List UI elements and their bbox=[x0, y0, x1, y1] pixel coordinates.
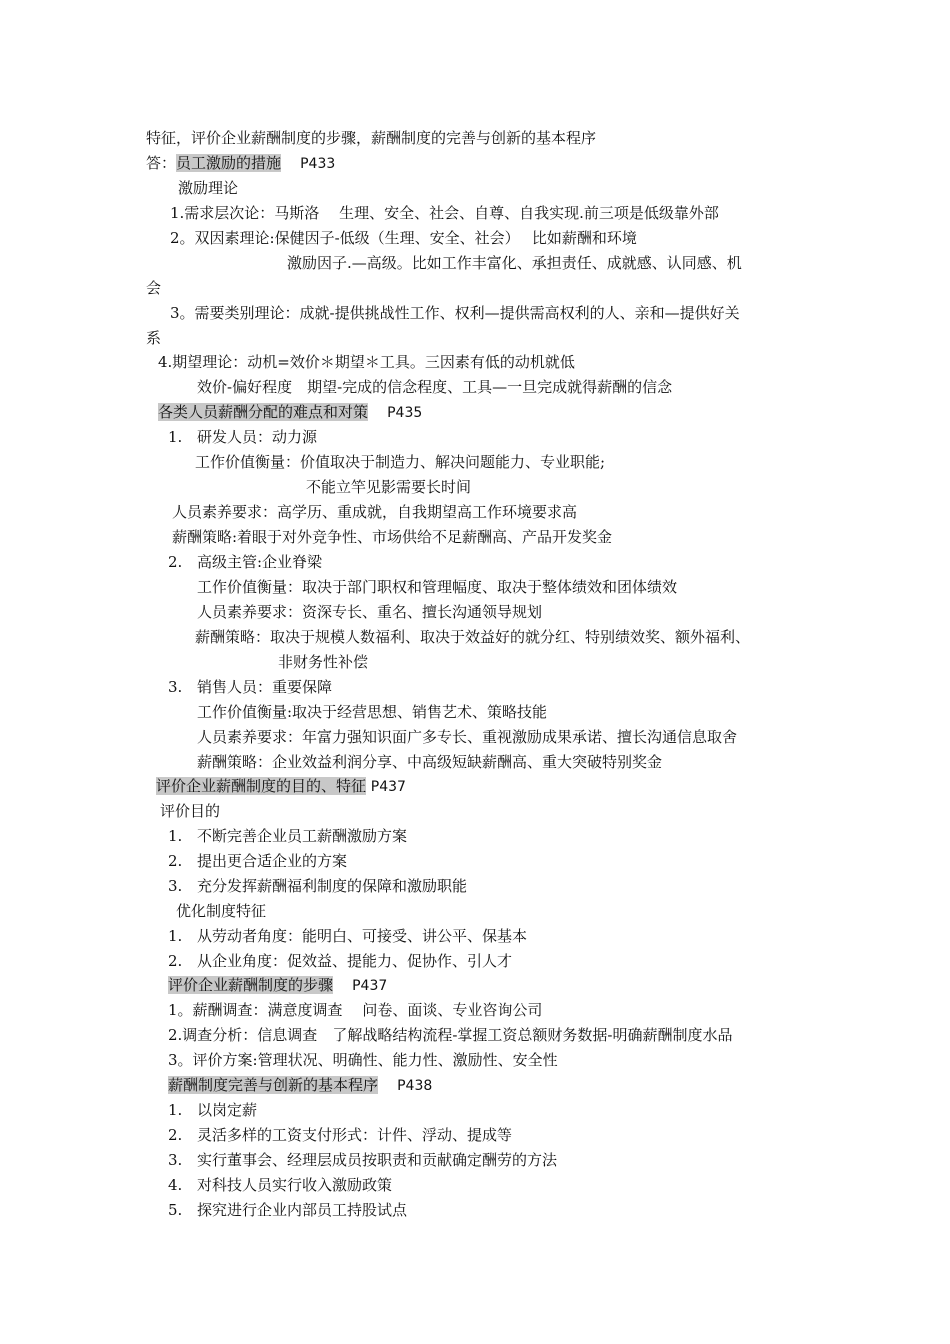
list-number: 1. bbox=[168, 927, 183, 945]
list-number: 2. bbox=[168, 553, 183, 571]
detail-line: 薪酬策略：企业效益利润分享、中高级短缺薪酬高、重大突破特别奖金 bbox=[197, 753, 663, 771]
list-number: 3. bbox=[168, 678, 183, 696]
group-title: 销售人员：重要保障 bbox=[197, 678, 333, 696]
page-reference: P435 bbox=[387, 405, 423, 421]
detail-line: 人员素养要求：高学历、重成就，自我期望高工作环境要求高 bbox=[172, 503, 578, 521]
section-title: 评价企业薪酬制度的步骤 bbox=[168, 976, 334, 994]
section-heading-groups bbox=[158, 402, 422, 423]
list-item: 灵活多样的工资支付形式：计件、浮动、提成等 bbox=[197, 1126, 513, 1144]
list-number: 4. bbox=[168, 1176, 183, 1194]
detail-line: 人员素养要求：资深专长、重名、擅长沟通领导规划 bbox=[197, 603, 543, 621]
page-reference: P437 bbox=[352, 978, 388, 994]
page-reference: P437 bbox=[370, 779, 406, 795]
detail-line: 工作价值衡量:取决于经营思想、销售艺术、策略技能 bbox=[197, 703, 548, 721]
detail-line: 人员素养要求：年富力强知识面广多专长、重视激励成果承诺、擅长沟通信息取舍 bbox=[197, 728, 738, 746]
group-title: 高级主管:企业脊梁 bbox=[197, 553, 323, 571]
list-item: 实行董事会、经理层成员按职责和贡献确定酬劳的方法 bbox=[197, 1151, 558, 1169]
list-number: 1. bbox=[168, 827, 183, 845]
section-heading-incentive bbox=[146, 153, 335, 174]
detail-continuation: 不能立竿见影需要长时间 bbox=[306, 478, 472, 496]
list-item: 不断完善企业员工薪酬激励方案 bbox=[197, 827, 408, 845]
list-item: 4.期望理论：动机=效价＊期望＊工具。三因素有低的动机就低 bbox=[158, 353, 575, 371]
list-item: 2。双因素理论:保健因子-低级（生理、安全、社会） 比如薪酬和环境 bbox=[170, 229, 637, 247]
subheading-purpose: 评价目的 bbox=[160, 802, 221, 820]
list-item: 1.需求层次论：马斯洛 生理、安全、社会、自尊、自我实现.前三项是低级靠外部 bbox=[170, 204, 719, 222]
section-heading-evaluation bbox=[156, 776, 406, 797]
list-number: 2. bbox=[168, 1126, 183, 1144]
page-reference: P438 bbox=[397, 1078, 433, 1094]
list-item-continuation: 激励因子.—高级。比如工作丰富化、承担责任、成就感、认同感、机 bbox=[287, 254, 742, 272]
list-item: 从企业角度：促效益、提能力、促协作、引人才 bbox=[197, 952, 513, 970]
group-title: 研发人员：动力源 bbox=[197, 428, 318, 446]
detail-line: 工作价值衡量：取决于部门职权和管理幅度、取决于整体绩效和团体绩效 bbox=[197, 578, 678, 596]
subheading-features: 优化制度特征 bbox=[176, 902, 267, 920]
list-item: 从劳动者角度：能明白、可接受、讲公平、保基本 bbox=[197, 927, 528, 945]
list-number: 1. bbox=[168, 428, 183, 446]
list-item: 充分发挥薪酬福利制度的保障和激励职能 bbox=[197, 877, 468, 895]
section-title: 各类人员薪酬分配的难点和对策 bbox=[158, 403, 369, 421]
answer-prefix: 答： bbox=[146, 154, 177, 172]
subheading-theory: 激励理论 bbox=[178, 179, 239, 197]
list-number: 3. bbox=[168, 1151, 183, 1169]
step-item: 3。评价方案:管理状况、明确性、能力性、激励性、安全性 bbox=[168, 1051, 558, 1069]
list-number: 5. bbox=[168, 1201, 183, 1219]
page-reference: P433 bbox=[300, 156, 336, 172]
step-item: 1。薪酬调查：满意度调查 问卷、面谈、专业咨询公司 bbox=[168, 1001, 543, 1019]
list-item: 以岗定薪 bbox=[197, 1101, 258, 1119]
list-item: 3。需要类别理论：成就-提供挑战性工作、权利—提供需高权利的人、亲和—提供好关 bbox=[170, 304, 740, 322]
section-title: 评价企业薪酬制度的目的、特征 bbox=[156, 777, 367, 795]
list-number: 3. bbox=[168, 877, 183, 895]
list-item: 对科技人员实行收入激励政策 bbox=[197, 1176, 393, 1194]
list-number: 1. bbox=[168, 1101, 183, 1119]
detail-continuation: 非财务性补偿 bbox=[278, 653, 369, 671]
detail-line: 薪酬策略:着眼于对外竞争性、市场供给不足薪酬高、产品开发奖金 bbox=[172, 528, 613, 546]
list-item: 提出更合适企业的方案 bbox=[197, 852, 348, 870]
detail-line: 工作价值衡量：价值取决于制造力、解决问题能力、专业职能; bbox=[195, 453, 606, 471]
list-item-wrap: 系 bbox=[146, 329, 162, 347]
section-title: 员工激励的措施 bbox=[176, 154, 282, 172]
list-number: 2. bbox=[168, 852, 183, 870]
list-item: 探究进行企业内部员工持股试点 bbox=[197, 1201, 408, 1219]
step-item: 2.调查分析：信息调查 了解战略结构流程-掌握工资总额财务数据-明确薪酬制度水品 bbox=[168, 1026, 733, 1044]
section-heading-procedure bbox=[168, 1075, 432, 1096]
section-heading-steps bbox=[168, 975, 387, 996]
intro-line: 特征，评价企业薪酬制度的步骤，薪酬制度的完善与创新的基本程序 bbox=[146, 129, 597, 147]
list-number: 2. bbox=[168, 952, 183, 970]
detail-line: 薪酬策略：取决于规模人数福利、取决于效益好的就分红、特别绩效奖、额外福利、 bbox=[195, 628, 751, 646]
list-item-wrap: 会 bbox=[146, 279, 162, 297]
list-item-continuation: 效价-偏好程度 期望-完成的信念程度、工具—一旦完成就得薪酬的信念 bbox=[197, 378, 673, 396]
section-title: 薪酬制度完善与创新的基本程序 bbox=[168, 1076, 379, 1094]
